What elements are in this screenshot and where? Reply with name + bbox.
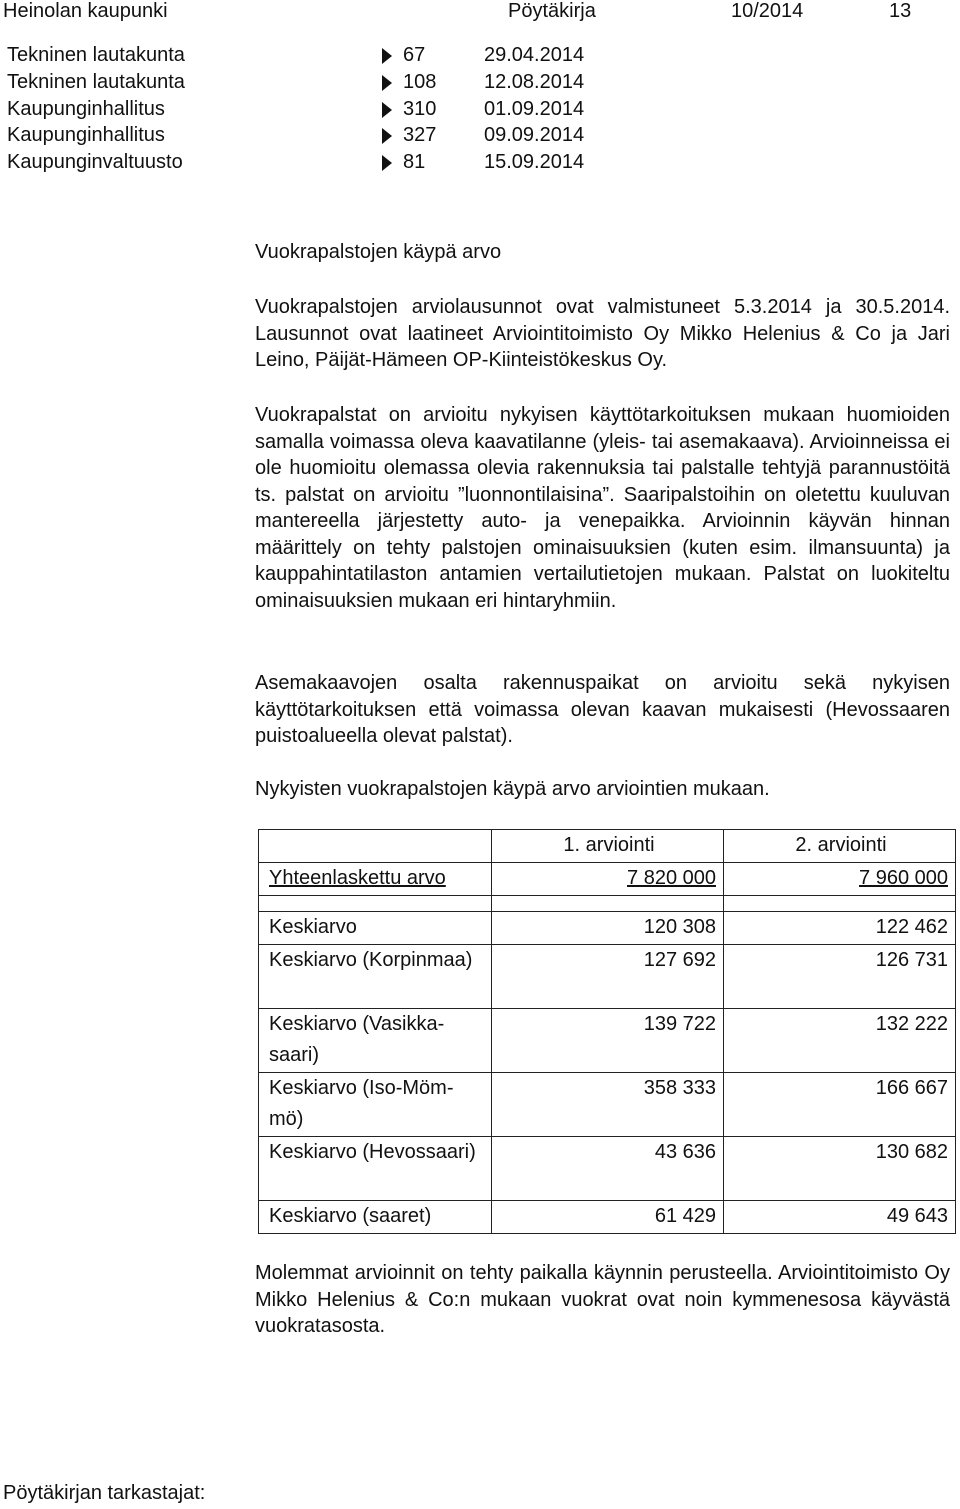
reference-date: 01.09.2014 — [484, 97, 585, 120]
second-valuation: 122 462 — [724, 911, 956, 944]
triangle-bullet-icon — [382, 75, 392, 91]
reference-date: 12.08.2014 — [484, 70, 585, 93]
document-type: Pöytäkirja — [508, 0, 596, 22]
reference-number: 108 — [403, 70, 437, 93]
table-header-cell: 2. arviointi — [724, 830, 956, 863]
spacer-cell — [724, 895, 956, 911]
first-valuation: 43 636 — [492, 1136, 724, 1200]
paragraph-valuation-basis: Vuokrapalstat on arvioitu nykyisen käyttötarkoituksen mukaan huomioiden samalla voimassa oleva kaavatilanne (yleis- tai asemakaava). Arvioinneissa ei ole huomioitu olemassa olevia rakennuksia tai palstalle tehtyjä parannustöitä ts. palstat on arvioitu ”luonnontilaisina”. Saaripalstoihin on oletettu kuuluvan mantereella järjestetty auto- ja venepaikka. Arvioinnin käyvän hinnan määrittely on tehty palstojen ominaisuuksien (kuten esim. ilmansuunta) ja kauppahintatilaston antamien vertailutietojen mukaan. Palstat on luokiteltu ominaisuuksien mukaan eri hintaryhmiin. — [255, 404, 950, 612]
table-row — [259, 1008, 956, 1072]
first-valuation: 120 308 — [492, 911, 724, 944]
page-header — [0, 0, 960, 24]
paragraph-statements: Vuokrapalstojen arviolausunnot ovat valmistuneet 5.3.2014 ja 30.5.2014. Lausunnot ovat laatineet Arviointitoimisto Oy Mikko Helenius & Co ja Jari Leino, Päijät-Hämeen OP-Kiinteistökeskus Oy. — [255, 296, 950, 371]
valuation-table — [258, 829, 956, 1234]
triangle-bullet-icon — [382, 128, 392, 144]
reference-body: Tekninen lautakunta — [7, 70, 185, 93]
reference-body: Kaupunginhallitus — [7, 124, 165, 147]
table-header-row — [259, 830, 956, 863]
reference-body: Tekninen lautakunta — [7, 44, 185, 66]
table-header-cell — [259, 830, 492, 863]
second-valuation: 49 643 — [724, 1200, 956, 1233]
second-valuation: 166 667 — [724, 1072, 956, 1136]
second-valuation: 130 682 — [724, 1136, 956, 1200]
row-label: Yhteenlaskettu arvo — [259, 862, 492, 895]
first-valuation: 127 692 — [492, 944, 724, 1008]
spacer-cell — [259, 895, 492, 911]
triangle-bullet-icon — [382, 102, 392, 118]
issue-number: 10/2014 — [731, 0, 804, 22]
triangle-bullet-icon — [382, 48, 392, 64]
table-total-row — [259, 862, 956, 895]
table-spacer-row — [259, 895, 956, 911]
table-row — [259, 911, 956, 944]
reference-body: Kaupunginhallitus — [7, 97, 165, 120]
page-number: 13 — [889, 0, 912, 22]
first-valuation: 139 722 — [492, 1008, 724, 1072]
row-label: Keskiarvo (Vasikkasaari) — [259, 1008, 492, 1072]
reference-number: 67 — [403, 44, 426, 66]
spacer-cell — [492, 895, 724, 911]
organization-name: Heinolan kaupunki — [3, 0, 168, 22]
table-header-cell: 1. arviointi — [492, 830, 724, 863]
row-label: Keskiarvo — [259, 911, 492, 944]
table-row — [259, 944, 956, 1008]
first-valuation: 7 820 000 — [492, 862, 724, 895]
row-label: Keskiarvo (Hevossaari) — [259, 1136, 492, 1200]
second-valuation: 132 222 — [724, 1008, 956, 1072]
row-label: Keskiarvo (saaret) — [259, 1200, 492, 1233]
first-valuation: 358 333 — [492, 1072, 724, 1136]
reference-number: 310 — [403, 97, 437, 120]
reference-number: 327 — [403, 124, 437, 147]
reference-date: 15.09.2014 — [484, 151, 585, 173]
reference-body: Kaupunginvaltuusto — [7, 151, 183, 173]
first-valuation: 61 429 — [492, 1200, 724, 1233]
reference-date: 29.04.2014 — [484, 44, 585, 66]
paragraph-table-intro: Nykyisten vuokrapalstojen käypä arvo arviointien mukaan. — [255, 778, 770, 800]
table-row — [259, 1200, 956, 1233]
second-valuation: 7 960 000 — [724, 862, 956, 895]
row-label: Keskiarvo (Iso-Mömmö) — [259, 1072, 492, 1136]
triangle-bullet-icon — [382, 155, 392, 171]
second-valuation: 126 731 — [724, 944, 956, 1008]
paragraph-conclusion: Molemmat arvioinnit on tehty paikalla käynnin perusteella. Arviointitoimisto Oy Mikko Helenius & Co:n mukaan vuokrat ovat noin kymmenesosa käyvästä vuokratasosta. — [255, 1262, 950, 1337]
paragraph-zoning: Asemakaavojen osalta rakennuspaikat on arvioitu sekä nykyisen käyttötarkoituksen että voimassa olevan kaavan mukaisesti (Hevossaaren puistoalueella olevat palstat). — [255, 672, 950, 747]
row-label: Keskiarvo (Korpinmaa) — [259, 944, 492, 1008]
reference-number: 81 — [403, 151, 426, 173]
table-row — [259, 1136, 956, 1200]
reference-date: 09.09.2014 — [484, 124, 585, 147]
footer-reviewers-label: Pöytäkirjan tarkastajat: — [3, 1482, 206, 1504]
section-title: Vuokrapalstojen käypä arvo — [255, 241, 502, 263]
table-row — [259, 1072, 956, 1136]
